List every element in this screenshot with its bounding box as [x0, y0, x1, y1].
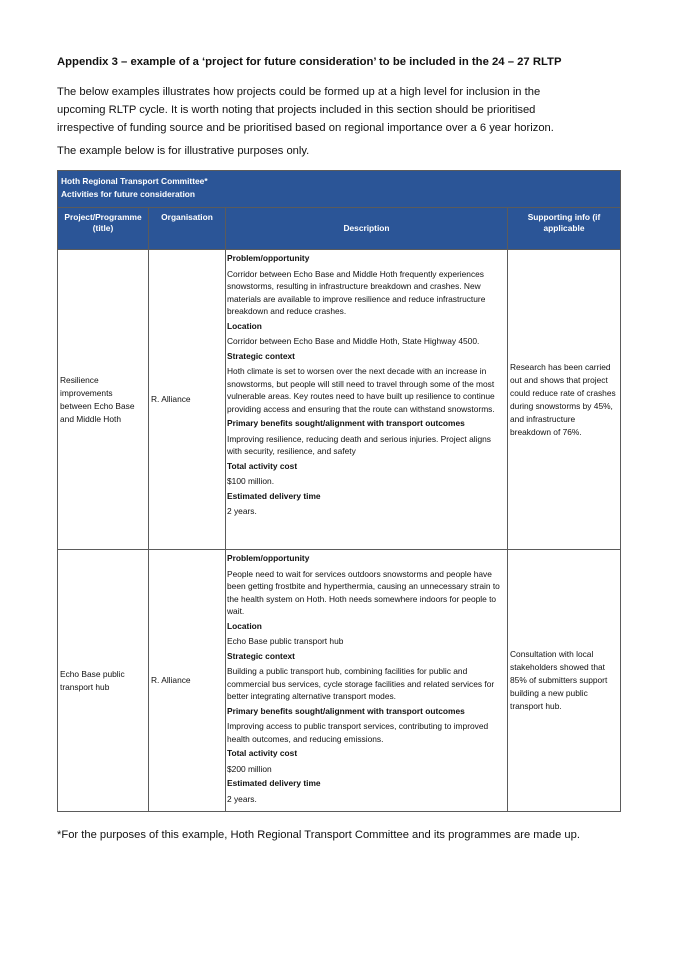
- table-row: [58, 250, 621, 550]
- section-label: Estimated delivery time: [227, 778, 321, 788]
- description-cell: [226, 550, 508, 812]
- header-organisation: Organisation: [149, 208, 226, 250]
- supporting-info: Consultation with local stakeholders showed that 85% of submitters support building a new public transport hub.: [510, 649, 608, 711]
- header-supporting-info: Supporting info (if applicable: [508, 208, 621, 250]
- committee-title: Hoth Regional Transport Committee*: [61, 176, 208, 186]
- project-title: Resilience improvements between Echo Base and Middle Hoth: [60, 374, 135, 424]
- intro-line: The below examples illustrates how projects could be formed up at a high level for inclusion in the: [57, 86, 541, 98]
- section-label: Total activity cost: [227, 748, 298, 758]
- section-text: Building a public transport hub, combining facilities for public and commercial bus services, cycle storage facilities and related services for better integrating alternative transport modes.: [227, 666, 495, 701]
- supporting-info: Research has been carried out and shows that project could reduce rate of crashes during snowstorms by 45%, and infrastructure breakdown of 76%.: [510, 361, 616, 437]
- section-text: Improving resilience, reducing death and serious injuries. Project aligns with security, resilience, and safety: [227, 433, 491, 456]
- table-subtitle: Activities for future consideration: [61, 189, 196, 199]
- intro-line: upcoming RLTP cycle. It is worth noting that projects included in this section should be prioritised: [57, 104, 536, 116]
- section-text: Corridor between Echo Base and Middle Hoth frequently experiences snowstorms, resulting in infrastructure breakdown and crashes. New materials are available to improve resilience and reduce infrastructure breakdown and reduce crashes.: [227, 268, 486, 316]
- table-banner-row: [58, 171, 621, 208]
- section-text: Echo Base public transport hub: [227, 636, 344, 646]
- intro-line: irrespective of funding source and be prioritised based on regional importance over a 6 year horizon.: [57, 122, 554, 134]
- project-cell: [58, 250, 149, 550]
- organisation-name: R. Alliance: [151, 675, 191, 685]
- section-text: $200 million: [227, 763, 272, 774]
- section-label: Location: [227, 320, 262, 331]
- table-banner: [58, 171, 621, 208]
- header-description: Description: [226, 208, 508, 250]
- organisation-cell: [149, 550, 226, 812]
- section-text: 2 years.: [227, 793, 257, 804]
- description-cell: [226, 250, 508, 550]
- section-text: 2 years.: [227, 506, 257, 516]
- intro-paragraph: [57, 83, 619, 137]
- footnote: *For the purposes of this example, Hoth Regional Transport Committee and its programmes are made up.: [57, 829, 580, 841]
- organisation-cell: [149, 250, 226, 550]
- section-text: Improving access to public transport services, contributing to improved health outcomes, and reducing emissions.: [227, 721, 489, 744]
- section-label: Strategic context: [227, 350, 295, 361]
- section-label: Problem/opportunity: [227, 253, 310, 263]
- section-label: Primary benefits sought/alignment with transport outcomes: [227, 418, 465, 428]
- section-label: Location: [227, 620, 262, 631]
- section-text: Hoth climate is set to worsen over the next decade with an increase in snowstorms, but people will still need to travel through some of the most vulnerable areas. Key routes need to have built up resilience to continue providing access and ensuring that the route can withstand snowstorms.: [227, 366, 495, 414]
- section-text: $100 million.: [227, 476, 275, 486]
- illustrative-note: The example below is for illustrative purposes only.: [57, 145, 310, 157]
- table-row: [58, 550, 621, 812]
- section-label: Total activity cost: [227, 460, 298, 471]
- section-label: Strategic context: [227, 650, 295, 661]
- organisation-name: R. Alliance: [151, 394, 191, 404]
- section-label: Estimated delivery time: [227, 490, 321, 501]
- supporting-info-cell: [508, 250, 621, 550]
- section-label: Problem/opportunity: [227, 553, 310, 563]
- section-text: Corridor between Echo Base and Middle Hoth, State Highway 4500.: [227, 336, 480, 346]
- section-text: People need to wait for services outdoors snowstorms and people have been getting frostbite and hyperthermia, causing an unnecessary strain to the health system on Hoth. Hoth needs somewhere indoors for people to wait.: [227, 568, 500, 616]
- section-label: Primary benefits sought/alignment with transport outcomes: [227, 705, 465, 716]
- project-cell: [58, 550, 149, 812]
- table-header-row: [58, 208, 621, 250]
- activities-table: [57, 170, 621, 812]
- appendix-heading: Appendix 3 – example of a ‘project for future consideration’ to be included in the 24 – 27 RLTP: [57, 56, 562, 68]
- supporting-info-cell: [508, 550, 621, 812]
- header-project: Project/Programme (title): [58, 208, 149, 250]
- project-title: Echo Base public transport hub: [60, 668, 125, 692]
